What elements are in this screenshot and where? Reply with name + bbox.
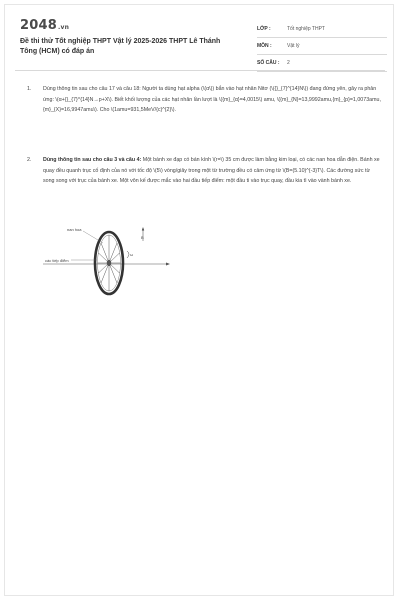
question-number: 1. (27, 86, 32, 92)
document-page (4, 4, 394, 596)
logo-text: 2048 (20, 18, 57, 33)
bicycle-wheel-illustration (41, 223, 171, 303)
wheel-hub (107, 260, 111, 266)
meta-value: Vật lý (287, 43, 300, 49)
question-body (43, 155, 382, 187)
site-logo[interactable] (20, 18, 69, 33)
meta-value: 2 (287, 60, 290, 66)
meta-row-class (257, 21, 387, 38)
exam-meta (257, 21, 387, 72)
question-number: 2. (27, 157, 32, 163)
header-divider (15, 70, 385, 71)
question-item (27, 84, 382, 116)
meta-key: LỚP : (257, 26, 271, 32)
question-text: Một bánh xe đạp có bán kính \(r=\) 35 cm được làm bằng kim loại, có các nan hoa dẫn điện. Bánh xe quay đều quanh trục cố định của nó với tốc độ \(5\) vòng/giây trong một từ trường đều có cảm ứng từ \(B=(5.10)^{-3}T\). Các đường sức từ song song với trục của bánh xe. Một vôn kế được mắc vào hai đầu tiếp điểm: một đầu ti vào trục quay, đầu kia tì vào vành bánh xe. (43, 157, 380, 184)
omega-label: ω (130, 252, 134, 257)
meta-key: SỐ CÂU : (257, 60, 280, 66)
meta-key: MÔN : (257, 43, 272, 49)
meta-value: Tốt nghiệp THPT (287, 26, 325, 32)
b-field-arrowhead (142, 227, 144, 231)
question-body (43, 84, 382, 116)
bicycle-wheel-figure (41, 223, 171, 303)
exam-title: Đề thi thử Tốt nghiệp THPT Vật lý 2025-2026 THPT Lê Thánh Tông (HCM) có đáp án (20, 38, 221, 55)
contact-label: các tiếp điểm (45, 258, 69, 263)
question-text: Dùng thông tin sau cho câu 17 và câu 18: Người ta dùng hạt alpha (\(α\)) bắn vào hạt nhân Nitơ (\({}_{7}^{14}N\)) đang đứng yên, gây ra phản ứng: \(α+{}_{7}^{14}N→p+X\). Biết khối lượng của các hạt nhân lần lượt là \({m}_{α}=4,0015\) amu, \({m}_{N}=13,9992amu,{m}_{p}=1,0073amu,{m}_{X}=16,9947amu\). Cho \(1amu=931,5MeV/{c}^{2}\). (43, 86, 381, 113)
question-item (27, 155, 382, 187)
rotation-arrow (127, 251, 129, 258)
axle-arrow (166, 263, 170, 266)
logo-suffix: .vn (57, 24, 70, 31)
question-lead: Dùng thông tin sau cho câu 3 và câu 4: (43, 157, 142, 163)
document-header (5, 5, 393, 75)
b-field-label: B (141, 235, 144, 240)
spoke-label: nan hoa (67, 227, 82, 232)
meta-row-subject (257, 38, 387, 55)
